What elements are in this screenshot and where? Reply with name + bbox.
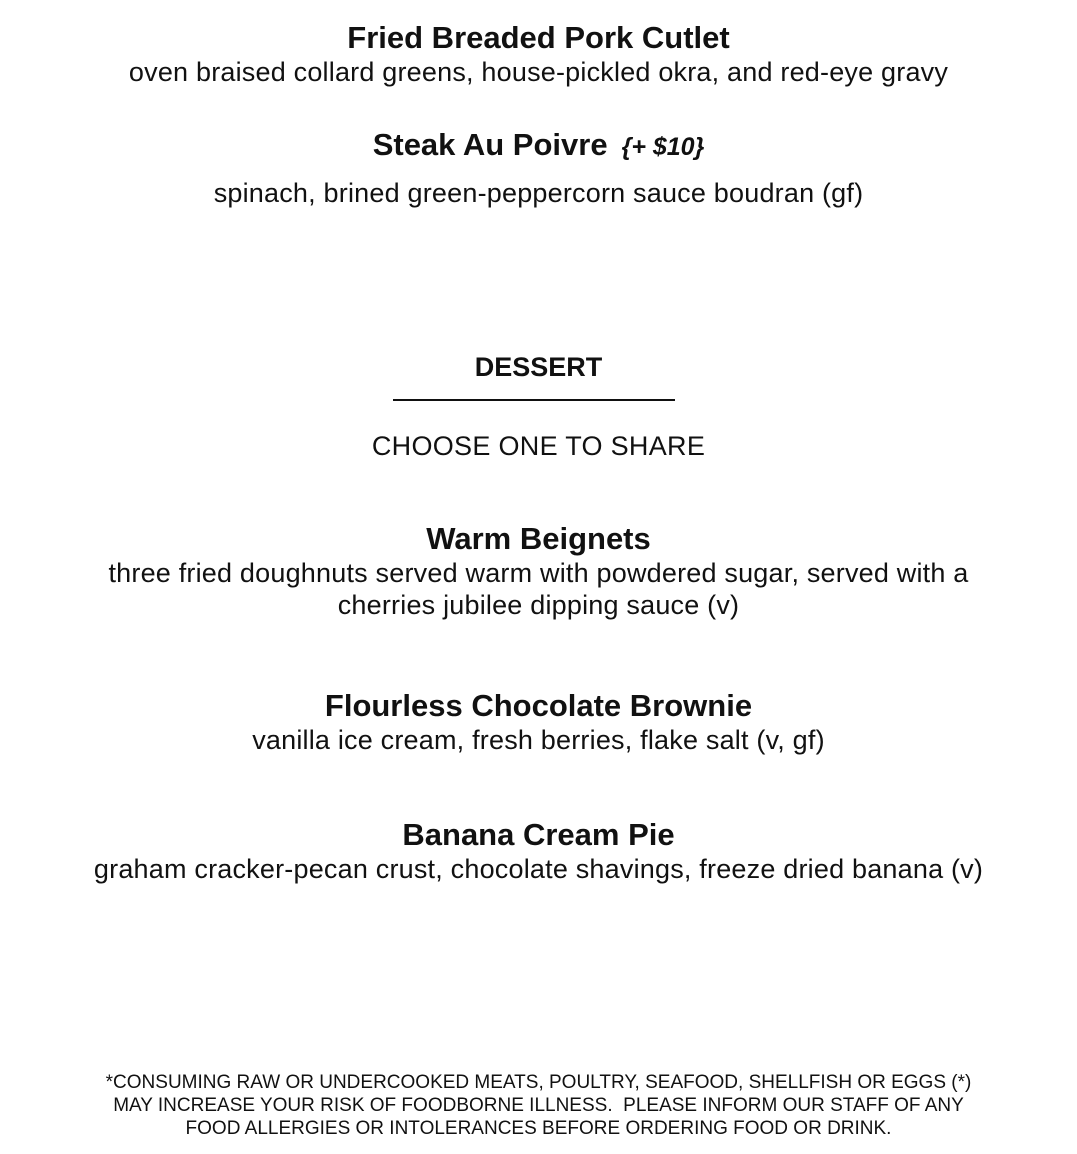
menu-item-flourless-brownie — [0, 688, 1077, 756]
menu-item-name: Steak Au Poivre — [372, 127, 608, 162]
menu-item-description-line1: three fried doughnuts served warm with powdered sugar, served with a — [108, 558, 969, 588]
menu-item-description: oven braised collard greens, house-pickled okra, and red-eye gravy — [128, 57, 949, 87]
menu-item-banana-cream-pie — [0, 817, 1077, 885]
menu-item-description: vanilla ice cream, fresh berries, flake salt (v, gf) — [252, 725, 825, 755]
menu-item-name: Flourless Chocolate Brownie — [324, 688, 753, 723]
menu-item-description: spinach, brined green-peppercorn sauce boudran (gf) — [213, 178, 864, 208]
menu-item-steak-au-poivre — [0, 127, 1077, 165]
allergy-disclaimer — [0, 1071, 1077, 1140]
menu-item-name: Warm Beignets — [426, 521, 651, 556]
menu-item-warm-beignets — [0, 521, 1077, 621]
menu-item-name: Fried Breaded Pork Cutlet — [347, 20, 730, 55]
disclaimer-line2: MAY INCREASE YOUR RISK OF FOODBORNE ILLNESS. PLEASE INFORM OUR STAFF OF ANY — [113, 1095, 964, 1116]
menu-item-description-line2: cherries jubilee dipping sauce (v) — [337, 590, 740, 620]
menu-item-pork-cutlet — [0, 20, 1077, 88]
disclaimer-line3: FOOD ALLERGIES OR INTOLERANCES BEFORE ORDERING FOOD OR DRINK. — [185, 1118, 892, 1139]
menu-item-description: graham cracker-pecan crust, chocolate shavings, freeze dried banana (v) — [93, 854, 984, 884]
menu-item-price-note: {+ $10} — [621, 133, 705, 161]
section-title: DESSERT — [474, 352, 603, 382]
section-subtitle-block — [0, 430, 1077, 462]
disclaimer-line1: *CONSUMING RAW OR UNDERCOOKED MEATS, POULTRY, SEAFOOD, SHELLFISH OR EGGS (*) — [105, 1072, 972, 1093]
menu-item-title-row — [0, 127, 1077, 165]
section-subtitle: CHOOSE ONE TO SHARE — [371, 431, 706, 461]
menu-item-name: Banana Cream Pie — [402, 817, 675, 852]
menu-item-steak-description-block — [0, 177, 1077, 209]
section-divider — [393, 399, 675, 401]
section-header-dessert — [0, 351, 1077, 383]
